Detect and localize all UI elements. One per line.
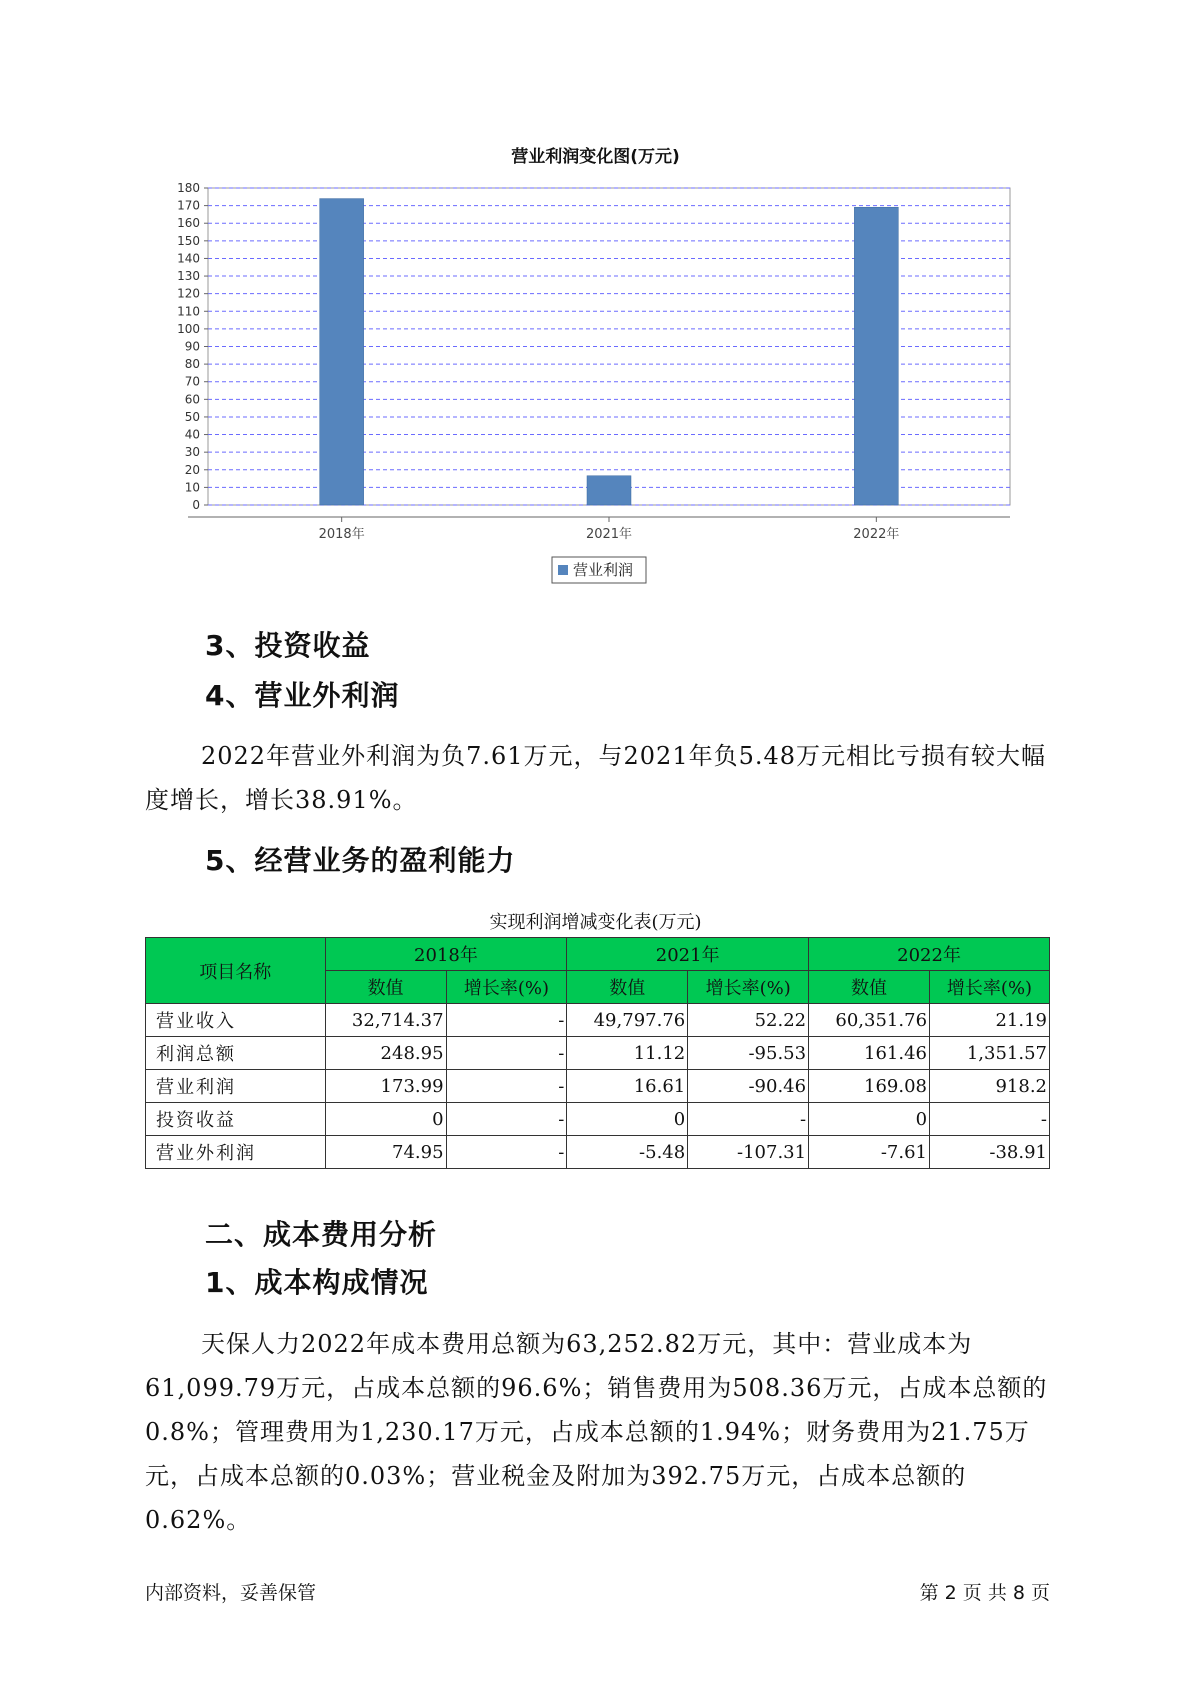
cell-growth: - [446, 1037, 567, 1070]
y-tick-label: 140 [177, 251, 200, 266]
profit-change-table [145, 937, 1050, 1169]
row-name: 营业利润 [146, 1070, 326, 1103]
footer-page-number: 第 2 页 共 8 页 [919, 1582, 1050, 1604]
cell-value: 0 [567, 1103, 688, 1136]
y-tick-label: 150 [177, 233, 200, 248]
y-tick-label: 170 [177, 198, 200, 213]
y-tick-label: 180 [177, 181, 200, 195]
y-tick-label: 120 [177, 286, 200, 301]
cell-growth: -38.91 [930, 1136, 1050, 1169]
y-tick-label: 60 [184, 392, 200, 407]
legend-label: 营业利润 [573, 561, 634, 579]
cell-value: 32,714.37 [325, 1004, 446, 1037]
bar [320, 199, 364, 505]
cell-value: 161.46 [809, 1037, 930, 1070]
x-tick-label: 2021年 [585, 527, 633, 542]
y-tick-label: 110 [177, 304, 200, 319]
row-name: 营业收入 [146, 1004, 326, 1037]
table-row [146, 1004, 1050, 1037]
operating-profit-chart [150, 175, 1020, 595]
header-value: 数值 [567, 971, 688, 1004]
table-row [146, 1136, 1050, 1169]
cell-growth: 52.22 [688, 1004, 809, 1037]
cell-value: -5.48 [567, 1136, 688, 1169]
y-tick-label: 160 [177, 216, 200, 231]
heading-investment-income: 3、投资收益 [205, 629, 371, 662]
table-caption: 实现利润增减变化表(万元) [489, 912, 702, 933]
cell-value: 74.95 [325, 1136, 446, 1169]
y-tick-label: 30 [184, 445, 200, 460]
cell-growth: -95.53 [688, 1037, 809, 1070]
header-growth: 增长率(%) [688, 971, 809, 1004]
cell-value: 248.95 [325, 1037, 446, 1070]
cell-growth: - [930, 1103, 1050, 1136]
row-name: 利润总额 [146, 1037, 326, 1070]
cell-growth: - [446, 1070, 567, 1103]
table-row [146, 1037, 1050, 1070]
cell-growth: 21.19 [930, 1004, 1050, 1037]
cell-growth: 1,351.57 [930, 1037, 1050, 1070]
cell-growth: - [446, 1103, 567, 1136]
header-year: 2022年 [809, 938, 1050, 971]
y-tick-label: 100 [177, 321, 200, 336]
row-name: 营业外利润 [146, 1136, 326, 1169]
y-tick-label: 90 [184, 339, 200, 354]
cell-growth: - [446, 1004, 567, 1037]
y-tick-label: 0 [192, 498, 200, 512]
heading-non-operating-profit: 4、营业外利润 [205, 679, 400, 712]
chart-title: 营业利润变化图(万元) [511, 147, 680, 167]
table-header-row [146, 938, 1050, 971]
row-name: 投资收益 [146, 1103, 326, 1136]
x-tick-label: 2018年 [318, 527, 365, 542]
cell-growth: -107.31 [688, 1136, 809, 1169]
cell-value: 49,797.76 [567, 1004, 688, 1037]
y-tick-label: 10 [184, 480, 200, 495]
header-year: 2021年 [567, 938, 809, 971]
table-row [146, 1103, 1050, 1136]
cell-value: 173.99 [325, 1070, 446, 1103]
bar [854, 207, 898, 505]
cell-growth: - [688, 1103, 809, 1136]
cell-value: 11.12 [567, 1037, 688, 1070]
footer-confidential: 内部资料，妥善保管 [145, 1582, 317, 1604]
cell-value: 0 [325, 1103, 446, 1136]
table-row [146, 1070, 1050, 1103]
cell-value: 169.08 [809, 1070, 930, 1103]
heading-profitability: 5、经营业务的盈利能力 [205, 844, 516, 877]
y-tick-label: 70 [184, 374, 200, 389]
y-tick-label: 40 [184, 427, 200, 442]
header-value: 数值 [325, 971, 446, 1004]
heading-cost-analysis: 二、成本费用分析 [205, 1218, 438, 1251]
cell-growth: 918.2 [930, 1070, 1050, 1103]
cell-growth: - [446, 1136, 567, 1169]
cell-value: 60,351.76 [809, 1004, 930, 1037]
x-tick-label: 2022年 [853, 527, 900, 542]
paragraph-non-operating-profit: 2022年营业外利润为负7.61万元，与2021年负5.48万元相比亏损有较大幅度增长，增长38.91%。 [145, 742, 1047, 814]
header-value: 数值 [809, 971, 930, 1004]
cell-growth: -90.46 [688, 1070, 809, 1103]
header-year: 2018年 [325, 938, 567, 971]
y-tick-label: 130 [177, 269, 200, 284]
y-tick-label: 20 [184, 462, 200, 477]
y-tick-label: 50 [184, 409, 200, 424]
paragraph-cost-composition: 天保人力2022年成本费用总额为63,252.82万元，其中：营业成本为61,099.79万元，占成本总额的96.6%；销售费用为508.36万元，占成本总额的0.8%；管理费用为1,230.17万元，占成本总额的1.94%；财务费用为21.75万元，占成本总额的0.03%；营业税金及附加为392.75万元，占成本总额的0.62%。 [145, 1330, 1048, 1534]
heading-cost-composition: 1、成本构成情况 [205, 1266, 429, 1299]
cell-value: -7.61 [809, 1136, 930, 1169]
header-growth: 增长率(%) [446, 971, 567, 1004]
header-growth: 增长率(%) [930, 971, 1050, 1004]
legend-swatch [558, 565, 568, 575]
cell-value: 0 [809, 1103, 930, 1136]
bar [587, 476, 631, 505]
y-tick-label: 80 [184, 357, 200, 372]
header-item-name: 项目名称 [146, 938, 326, 1004]
cell-value: 16.61 [567, 1070, 688, 1103]
